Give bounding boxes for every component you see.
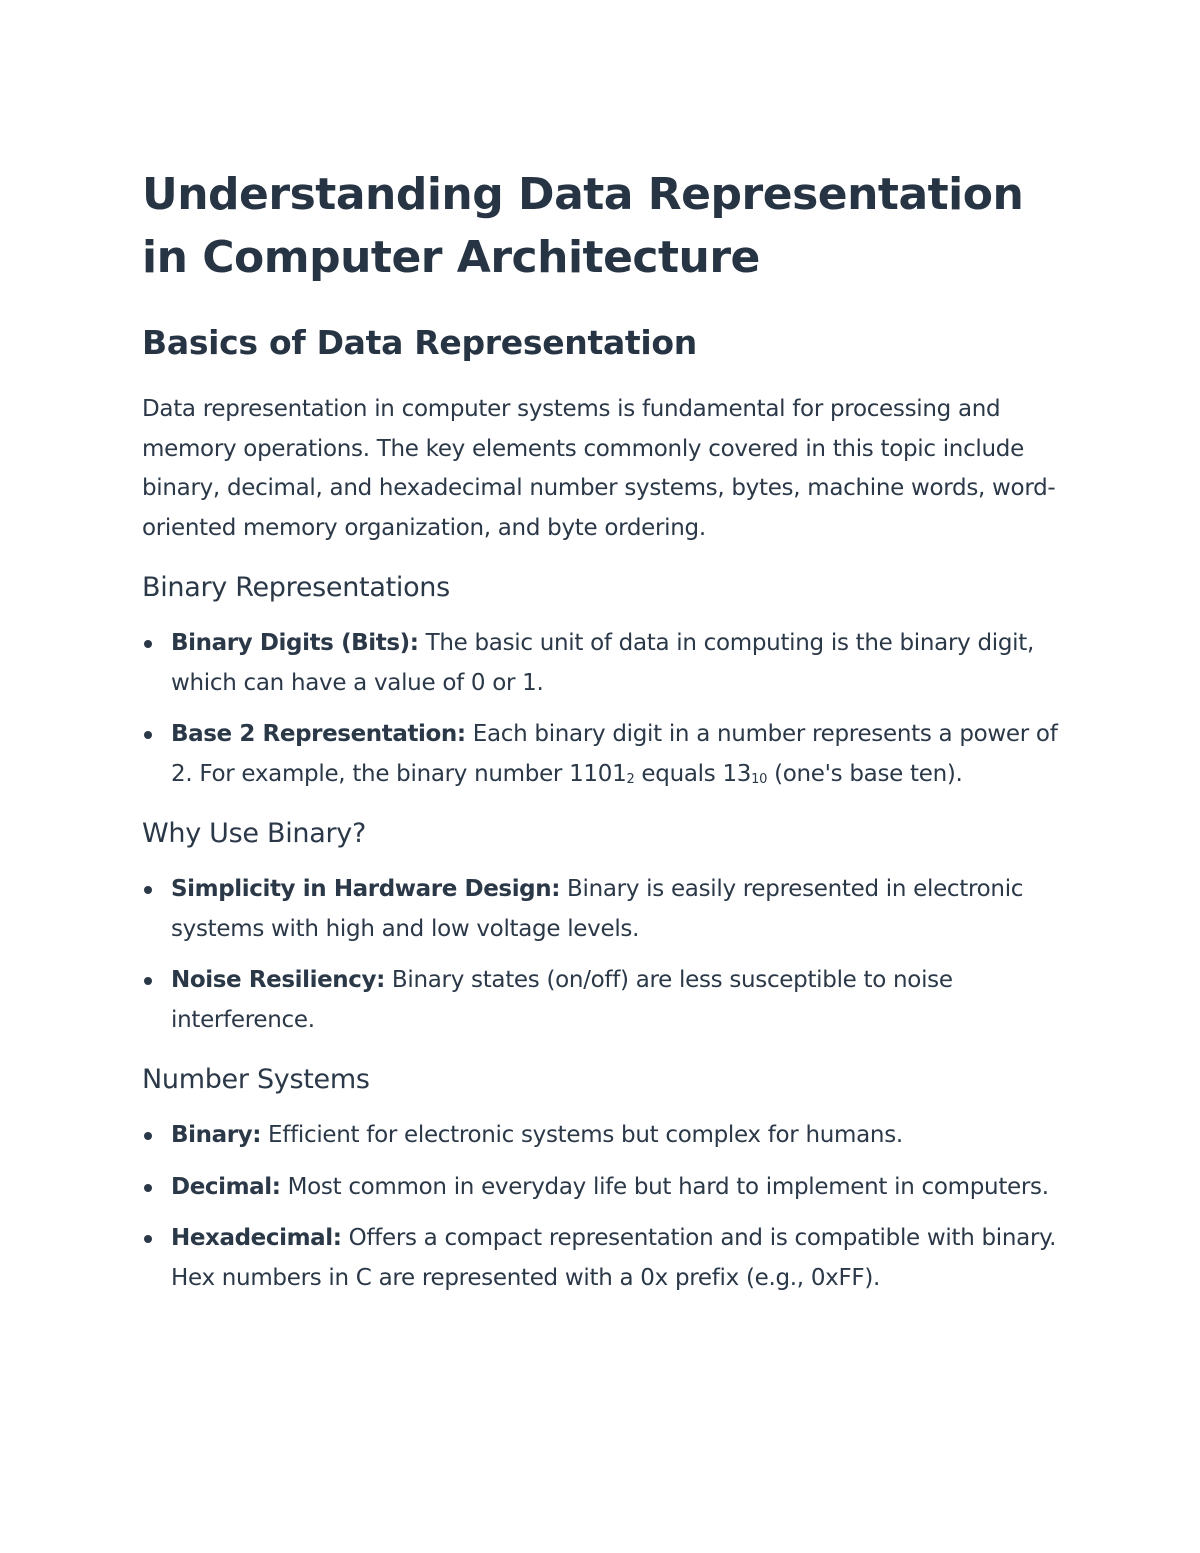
list-item-text: Offers a compact representation and is compatible with binary. Hex numbers in C are represented with a 0x prefix (e.g., 0xFF).	[171, 1225, 1057, 1291]
list-item	[142, 961, 1072, 1040]
why-binary-heading: Why Use Binary?	[142, 818, 366, 849]
bullet-icon	[144, 1132, 152, 1140]
list-item-text: The basic unit of data in computing is the binary digit, which can have a value of 0 or 1.	[171, 630, 1034, 696]
list-item	[142, 1219, 1072, 1298]
list-item-term: Base 2 Representation:	[171, 721, 466, 747]
intro-paragraph: Data representation in computer systems is fundamental for processing and memory operations. The key elements commonly covered in this topic include binary, decimal, and hexadecimal number systems, bytes, machine words, word-oriented memory organization, and byte ordering.	[142, 396, 1056, 541]
section-title: Basics of Data Representation	[142, 323, 697, 362]
list-item	[142, 715, 1072, 794]
list-item-term: Hexadecimal:	[171, 1225, 342, 1251]
list-item-term: Decimal:	[171, 1173, 281, 1200]
list-item-text: (one's base ten).	[767, 760, 963, 787]
document-page	[142, 163, 1072, 1310]
bullet-icon	[144, 640, 152, 648]
list-item-term: Binary:	[171, 1122, 262, 1148]
list-item-term: Binary Digits (Bits):	[171, 630, 419, 656]
number-systems-list	[142, 1116, 1072, 1298]
list-item-text: Binary states (on/off) are less susceptible to noise interference.	[171, 967, 953, 1033]
list-item-text: Binary is easily represented in electronic systems with high and low voltage levels.	[171, 876, 1024, 942]
bullet-icon	[144, 886, 152, 894]
number-systems-heading: Number Systems	[142, 1064, 370, 1095]
list-item-term: Simplicity in Hardware Design:	[171, 876, 561, 902]
list-item-text: equals 13	[634, 760, 752, 787]
binary-representations-heading: Binary Representations	[142, 572, 450, 603]
list-item	[142, 1168, 1072, 1208]
subscript-base-2: 2	[626, 771, 635, 787]
subscript-base-10: 10	[751, 771, 768, 787]
list-item-text: Each binary digit in a number represents a power of 2. For example, the binary number 1101	[171, 721, 1058, 787]
list-item	[142, 870, 1072, 949]
bullet-icon	[144, 731, 152, 739]
list-item	[142, 1116, 1072, 1156]
why-binary-list	[142, 870, 1072, 1040]
list-item-term: Noise Resiliency:	[171, 967, 385, 993]
list-item	[142, 624, 1072, 703]
list-item-text: Most common in everyday life but hard to implement in computers.	[280, 1173, 1049, 1200]
binary-representations-list	[142, 624, 1072, 794]
bullet-icon	[144, 1184, 152, 1192]
bullet-icon	[144, 977, 152, 985]
page-title: Understanding Data Representation in Computer Architecture	[142, 169, 1024, 283]
list-item-text: Efficient for electronic systems but complex for humans.	[261, 1122, 903, 1148]
bullet-icon	[144, 1235, 152, 1243]
